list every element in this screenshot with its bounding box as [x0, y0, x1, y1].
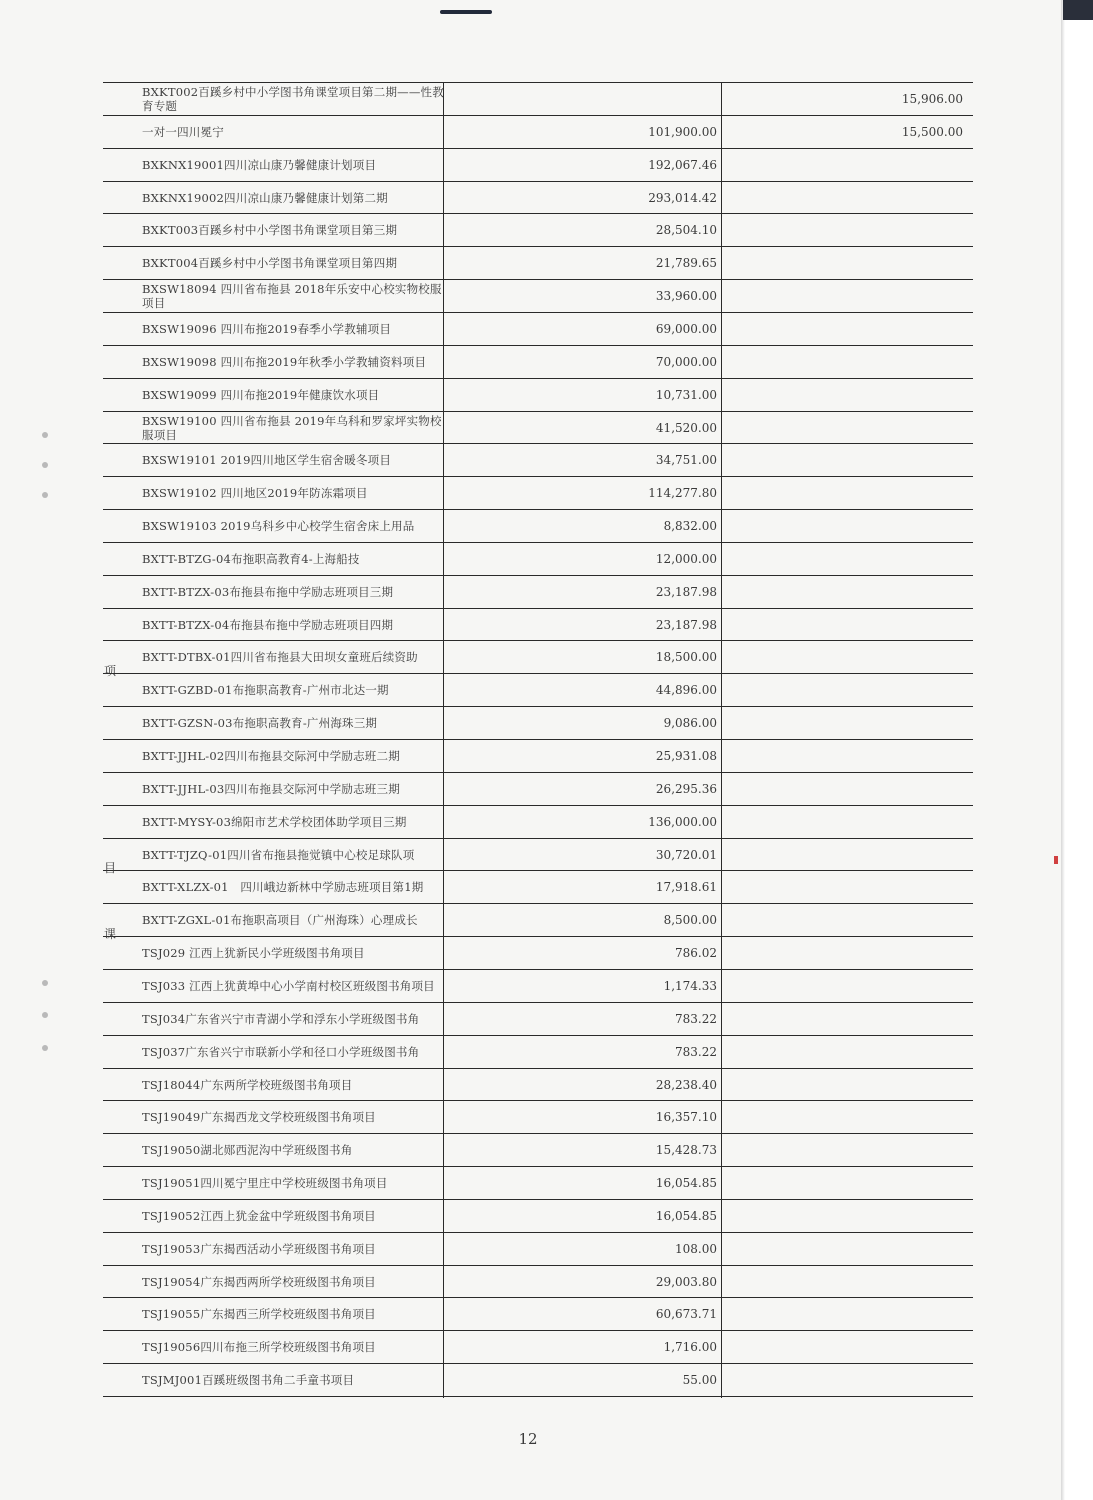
amount-previous — [723, 1265, 963, 1298]
amount-current: 23,187.98 — [655, 584, 717, 599]
amount-previous — [723, 1068, 963, 1101]
amount-current: 17,918.61 — [655, 879, 717, 894]
project-name: BXTT-MYSY-03绵阳市艺术学校团体助学项目三期 — [142, 814, 407, 829]
amount-previous — [723, 870, 963, 903]
amount-previous — [723, 1363, 963, 1396]
amount-current: 29,003.80 — [655, 1274, 717, 1289]
amount-previous — [723, 1297, 963, 1330]
amount-previous — [723, 739, 963, 772]
table-row — [103, 640, 973, 673]
project-name: TSJ034广东省兴宁市青湖小学和浮东小学班级图书角 — [142, 1011, 420, 1026]
table-row — [103, 673, 973, 706]
amount-previous — [723, 1100, 963, 1133]
table-row — [103, 772, 973, 805]
scan-mark — [440, 10, 492, 14]
project-name: BXTT-XLZX-01 四川峨边新林中学励志班项目第1期 — [142, 879, 424, 894]
table-row — [103, 345, 973, 378]
category-char-1: 项 — [104, 664, 117, 678]
project-name: BXSW19102 四川地区2019年防冻霜项目 — [142, 485, 368, 500]
table-row — [103, 509, 973, 542]
amount-previous — [723, 969, 963, 1002]
amount-previous — [723, 345, 963, 378]
table-row — [103, 1199, 973, 1232]
amount-current: 786.02 — [675, 945, 717, 960]
project-name: BXSW19100 四川省布拖县 2019年乌科和罗家坪实物校服项目 — [142, 413, 442, 442]
table-row — [103, 279, 973, 312]
amount-previous — [723, 542, 963, 575]
project-name: TSJ037广东省兴宁市联新小学和径口小学班级图书角 — [142, 1044, 420, 1059]
amount-current: 33,960.00 — [655, 288, 717, 303]
project-name: TSJ19052江西上犹金盆中学班级图书角项目 — [142, 1208, 376, 1223]
project-name: BXSW19099 四川布拖2019年健康饮水项目 — [142, 387, 380, 402]
amount-previous — [723, 903, 963, 936]
binding-hole — [42, 492, 48, 498]
amount-current: 21,789.65 — [655, 255, 717, 270]
amount-current: 10,731.00 — [655, 387, 717, 402]
amount-previous — [723, 312, 963, 345]
table-row — [103, 378, 973, 411]
project-name: TSJ19055广东揭西三所学校班级图书角项目 — [142, 1306, 376, 1321]
amount-previous: 15,500.00 — [901, 124, 963, 139]
amount-previous — [723, 805, 963, 838]
project-name: BXKT002百蹊乡村中小学图书角课堂项目第二期——性教育专题 — [142, 84, 444, 113]
table-row — [103, 903, 973, 936]
project-name: BXSW19103 2019乌科乡中心校学生宿舍床上用品 — [142, 518, 415, 533]
project-name: BXSW19101 2019四川地区学生宿舍暖冬项目 — [142, 452, 392, 467]
amount-previous — [723, 181, 963, 214]
project-name: BXKNX19002四川凉山康乃馨健康计划第二期 — [142, 190, 388, 205]
amount-previous — [723, 706, 963, 739]
project-name: BXTT-DTBX-01四川省布拖县大田坝女童班后续资助 — [142, 649, 418, 664]
table-row — [103, 411, 973, 444]
amount-current: 192,067.46 — [648, 157, 717, 172]
amount-current: 16,357.10 — [655, 1109, 717, 1124]
amount-previous — [723, 1166, 963, 1199]
amount-previous — [723, 640, 963, 673]
table-row — [103, 805, 973, 838]
table-row — [103, 476, 973, 509]
amount-current: 16,054.85 — [655, 1175, 717, 1190]
amount-current: 136,000.00 — [648, 814, 717, 829]
amount-previous — [723, 148, 963, 181]
amount-current: 783.22 — [675, 1044, 717, 1059]
amount-current: 44,896.00 — [655, 682, 717, 697]
project-name: TSJ19056四川布拖三所学校班级图书角项目 — [142, 1339, 376, 1354]
amount-previous — [723, 575, 963, 608]
amount-current: 25,931.08 — [655, 748, 717, 763]
red-mark — [1054, 856, 1058, 864]
amount-previous — [723, 411, 963, 444]
amount-current: 28,238.40 — [655, 1077, 717, 1092]
table-row — [103, 1166, 973, 1199]
amount-previous — [723, 378, 963, 411]
project-name: BXTT-BTZX-03布拖县布拖中学励志班项目三期 — [142, 584, 394, 599]
amount-current: 8,500.00 — [663, 912, 717, 927]
amount-previous — [723, 772, 963, 805]
project-name: BXKT004百蹊乡村中小学图书角课堂项目第四期 — [142, 255, 398, 270]
binding-hole — [42, 980, 48, 986]
project-name: TSJMJ001百蹊班级图书角二手童书项目 — [142, 1372, 355, 1387]
project-name: TSJ19050湖北郧西泥沟中学班级图书角 — [142, 1142, 353, 1157]
amount-current: 26,295.36 — [655, 781, 717, 796]
amount-current: 101,900.00 — [648, 124, 717, 139]
project-name: BXKT003百蹊乡村中小学图书角课堂项目第三期 — [142, 222, 398, 237]
table-row — [103, 312, 973, 345]
amount-previous — [723, 608, 963, 641]
table-row — [103, 115, 973, 148]
table-row — [103, 608, 973, 641]
amount-previous — [723, 1133, 963, 1166]
amount-current: 60,673.71 — [655, 1306, 717, 1321]
project-name: BXSW18094 四川省布拖县 2018年乐安中心校实物校服项目 — [142, 281, 442, 310]
amount-current: 69,000.00 — [655, 321, 717, 336]
amount-current: 23,187.98 — [655, 617, 717, 632]
amount-current: 15,428.73 — [655, 1142, 717, 1157]
project-name: TSJ18044广东两所学校班级图书角项目 — [142, 1077, 353, 1092]
table-row — [103, 838, 973, 871]
amount-current: 12,000.00 — [655, 551, 717, 566]
amount-previous — [723, 213, 963, 246]
binding-hole — [42, 1045, 48, 1051]
amount-current: 1,174.33 — [663, 978, 717, 993]
table-row — [103, 542, 973, 575]
table-row — [103, 739, 973, 772]
project-name: BXTT-TJZQ-01四川省布拖县拖觉镇中心校足球队项 — [142, 847, 415, 862]
project-name: BXSW19096 四川布拖2019春季小学教辅项目 — [142, 321, 392, 336]
amount-previous — [723, 246, 963, 279]
project-name: TSJ19051四川冕宁里庄中学校班级图书角项目 — [142, 1175, 388, 1190]
amount-current: 28,504.10 — [655, 222, 717, 237]
amount-previous — [723, 1035, 963, 1068]
project-name: TSJ19049广东揭西龙文学校班级图书角项目 — [142, 1109, 376, 1124]
amount-current — [447, 82, 717, 115]
table-row — [103, 936, 973, 969]
project-name: BXTT-JJHL-03四川布拖县交际河中学励志班三期 — [142, 781, 400, 796]
project-name: BXTT-BTZG-04布拖职高教育4-上海船技 — [142, 551, 360, 566]
category-char-2: 目 — [104, 861, 117, 875]
project-name: TSJ19054广东揭西两所学校班级图书角项目 — [142, 1274, 376, 1289]
amount-previous — [723, 279, 963, 312]
amount-previous — [723, 1002, 963, 1035]
amount-previous: 15,906.00 — [901, 91, 963, 106]
binding-hole — [42, 462, 48, 468]
amount-previous — [723, 476, 963, 509]
amount-previous — [723, 838, 963, 871]
edge-shadow — [1063, 0, 1093, 20]
table-row — [103, 1100, 973, 1133]
amount-current: 1,716.00 — [663, 1339, 717, 1354]
project-name: BXTT-GZBD-01布拖职高教育-广州市北达一期 — [142, 682, 389, 697]
amount-current: 34,751.00 — [655, 452, 717, 467]
project-name: BXTT-ZGXL-01布拖职高项目（广州海珠）心理成长 — [142, 912, 418, 927]
table-row — [103, 870, 973, 903]
table-row — [103, 1265, 973, 1298]
table-row — [103, 1330, 973, 1363]
binding-hole — [42, 1012, 48, 1018]
table-row — [103, 1133, 973, 1166]
amount-current: 293,014.42 — [648, 190, 717, 205]
project-name: BXTT-BTZX-04布拖县布拖中学励志班项目四期 — [142, 617, 394, 632]
project-name: BXSW19098 四川布拖2019年秋季小学教辅资料项目 — [142, 354, 427, 369]
amount-previous — [723, 936, 963, 969]
table-row — [103, 1297, 973, 1330]
project-name: TSJ029 江西上犹新民小学班级图书角项目 — [142, 945, 365, 960]
table-row — [103, 148, 973, 181]
table-row — [103, 575, 973, 608]
amount-current: 70,000.00 — [655, 354, 717, 369]
amount-current: 18,500.00 — [655, 649, 717, 664]
amount-current: 108.00 — [675, 1241, 717, 1256]
page-number: 12 — [518, 1430, 538, 1448]
amount-previous — [723, 1330, 963, 1363]
project-name: BXTT-JJHL-02四川布拖县交际河中学励志班二期 — [142, 748, 400, 763]
project-name: BXTT-GZSN-03布拖职高教育-广州海珠三期 — [142, 715, 378, 730]
amount-current: 41,520.00 — [655, 420, 717, 435]
amount-current: 114,277.80 — [648, 485, 717, 500]
amount-current: 30,720.01 — [655, 847, 717, 862]
amount-previous — [723, 1232, 963, 1265]
table-row — [103, 1068, 973, 1101]
amount-previous — [723, 443, 963, 476]
amount-current: 783.22 — [675, 1011, 717, 1026]
amount-current: 16,054.85 — [655, 1208, 717, 1223]
table-row — [103, 82, 973, 115]
amount-previous — [723, 1199, 963, 1232]
amount-current: 55.00 — [682, 1372, 717, 1387]
table-row — [103, 1232, 973, 1265]
table-row — [103, 246, 973, 279]
table-row — [103, 1002, 973, 1035]
page-edge — [1061, 0, 1093, 1500]
table-row — [103, 1035, 973, 1068]
amount-previous — [723, 509, 963, 542]
table-row — [103, 181, 973, 214]
project-name: 一对一四川冕宁 — [142, 124, 224, 139]
amount-current: 8,832.00 — [663, 518, 717, 533]
amount-current: 9,086.00 — [663, 715, 717, 730]
table-row — [103, 213, 973, 246]
table-row — [103, 969, 973, 1002]
category-char-3: 课 — [104, 927, 117, 941]
table-row — [103, 706, 973, 739]
project-name: BXKNX19001四川凉山康乃馨健康计划项目 — [142, 157, 377, 172]
project-name: TSJ033 江西上犹黄埠中心小学南村校区班级图书角项目 — [142, 978, 435, 993]
row-divider — [103, 1396, 973, 1397]
table-row — [103, 1363, 973, 1396]
amount-previous — [723, 673, 963, 706]
project-name: TSJ19053广东揭西活动小学班级图书角项目 — [142, 1241, 376, 1256]
table-row — [103, 443, 973, 476]
binding-hole — [42, 432, 48, 438]
